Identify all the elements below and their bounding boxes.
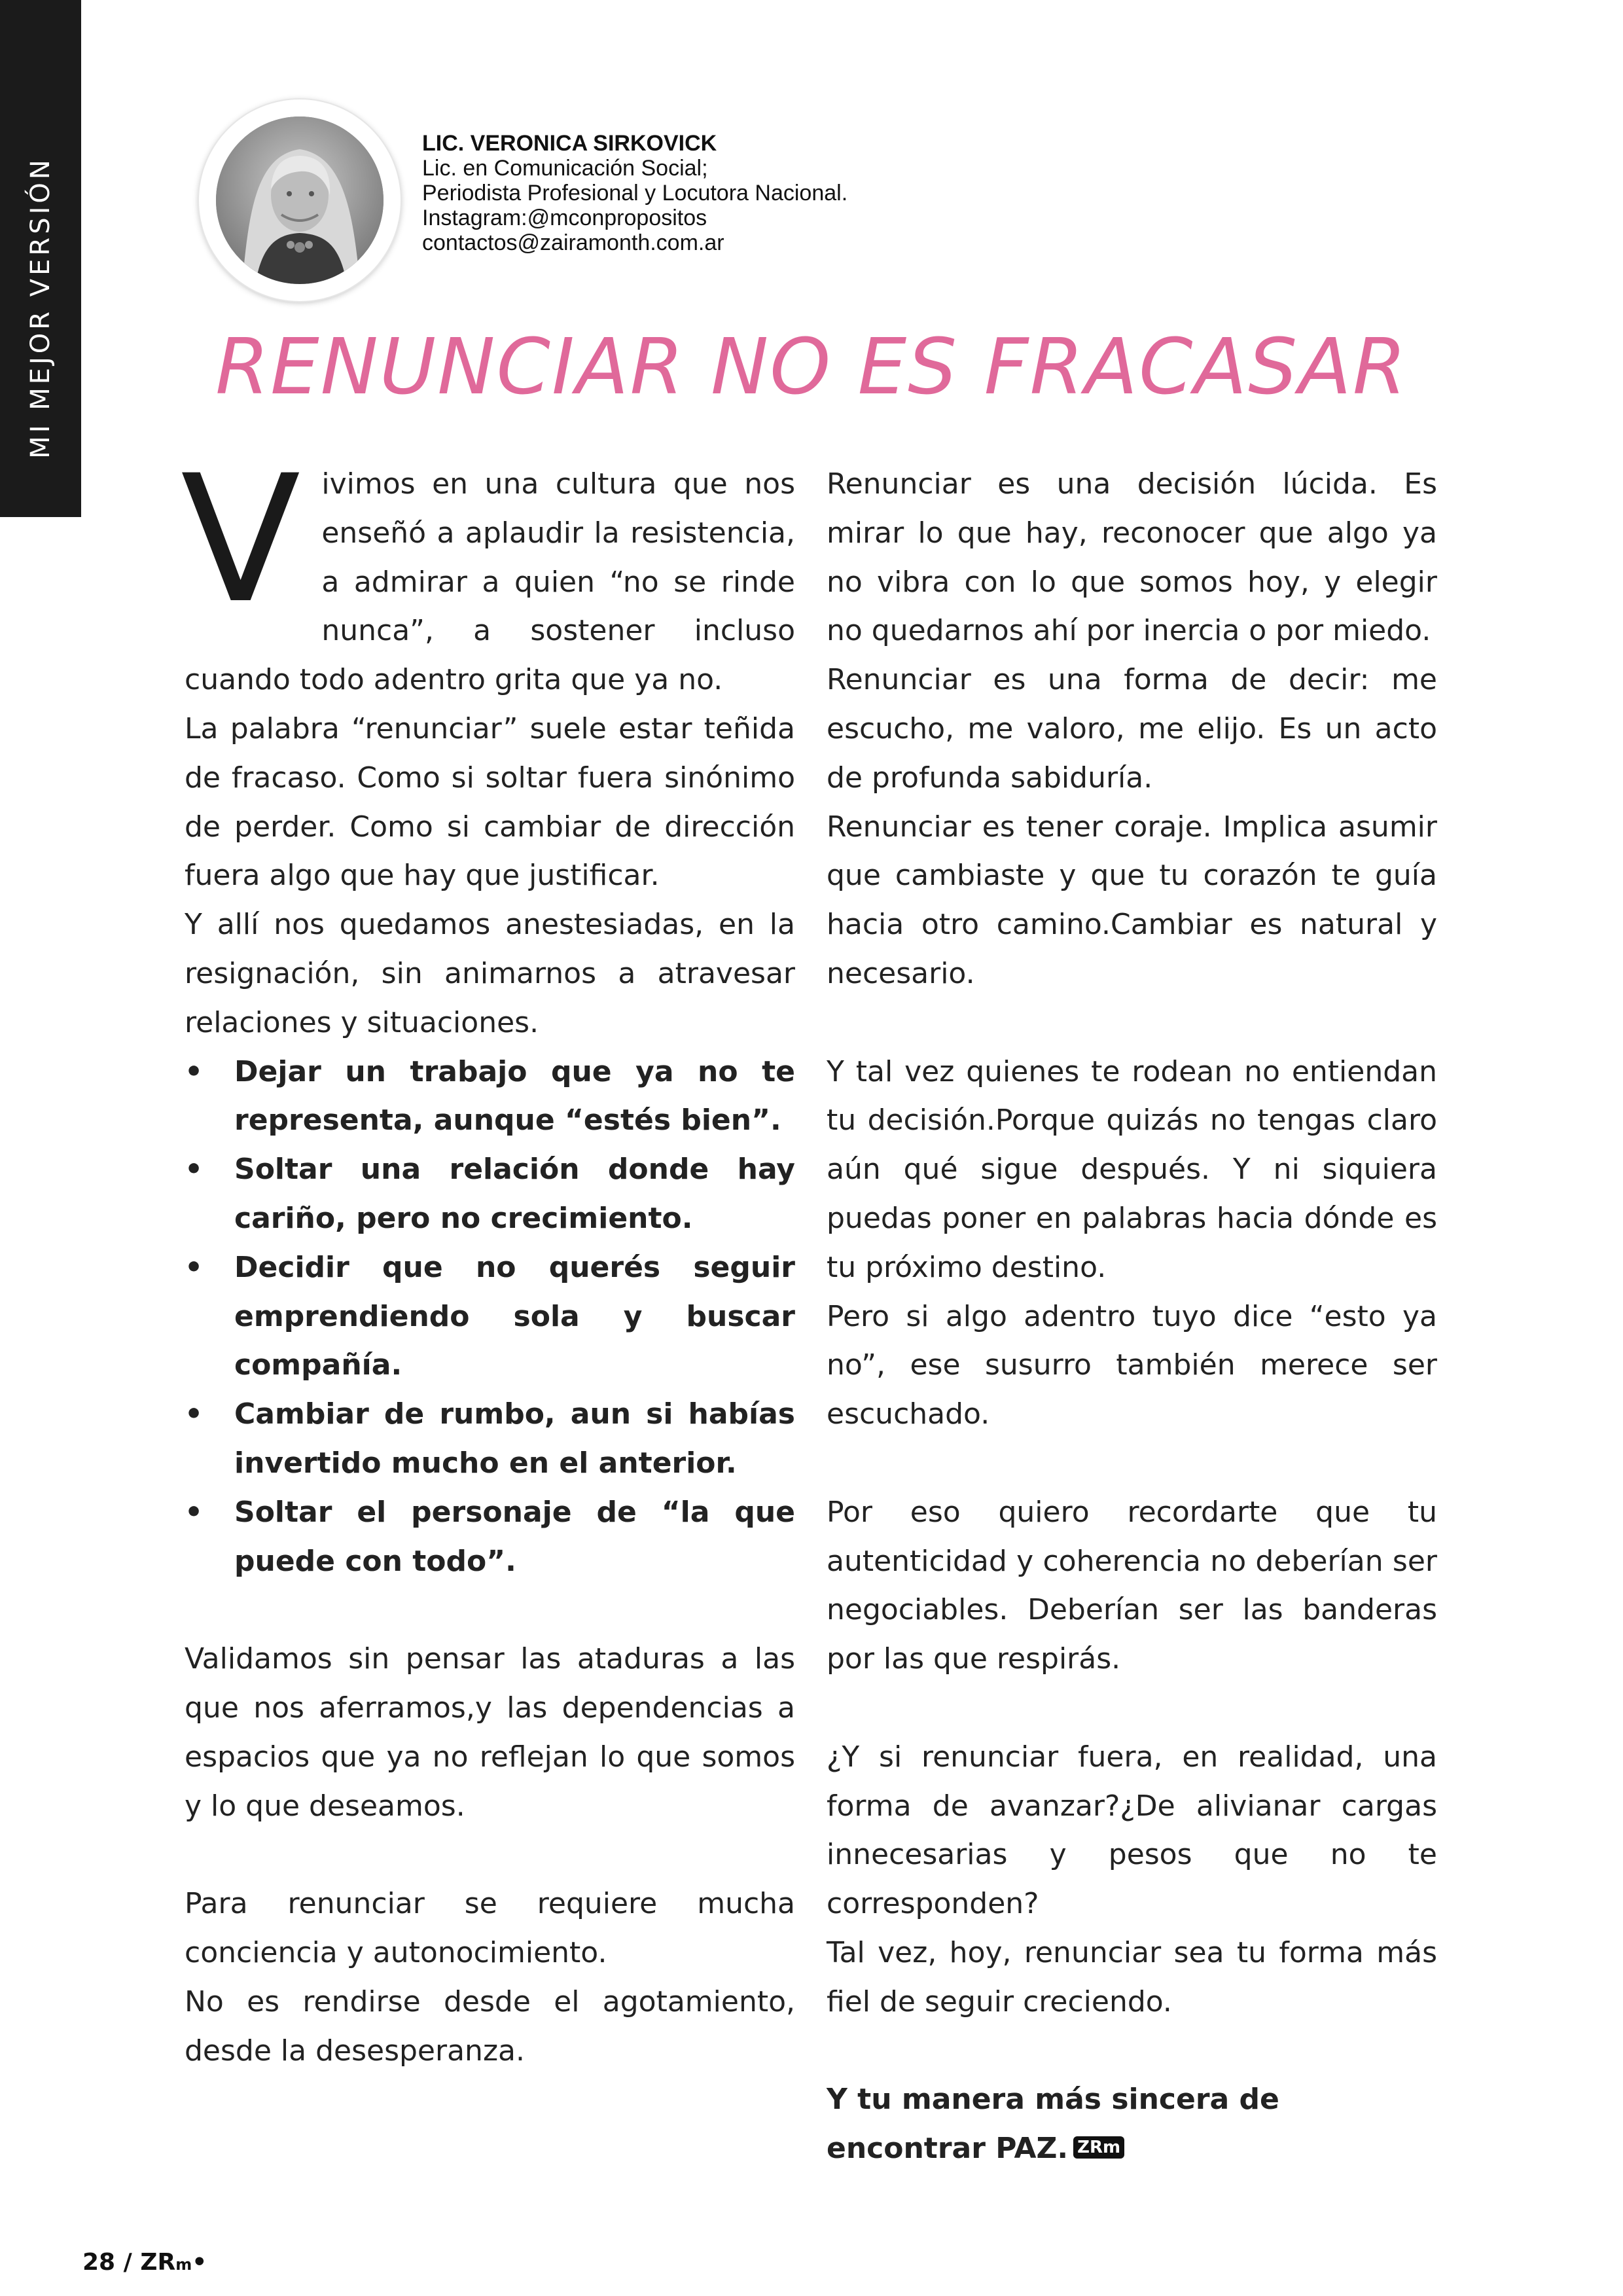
spacer xyxy=(827,1684,1437,1733)
paragraph: Para renunciar se requiere mucha conciencia y autonocimiento. xyxy=(185,1887,795,1969)
author-info xyxy=(422,131,1011,255)
spacer xyxy=(185,1586,795,1635)
paragraph: Pero si algo adentro tuyo dice “esto ya no”, ese susurro también merece ser escuchado. xyxy=(827,1299,1437,1431)
spacer xyxy=(827,999,1437,1048)
paragraph: Renunciar es tener coraje. Implica asumir que cambiaste y que tu corazón te guía hacia otro camino.Cambiar es natural y necesario. xyxy=(827,810,1437,990)
paragraph: Renunciar es una forma de decir: me escucho, me valoro, me elijo. Es un acto de profunda sabiduría. xyxy=(827,663,1437,795)
page-number: 28 xyxy=(82,2249,116,2276)
spacer xyxy=(827,2027,1437,2076)
spacer xyxy=(185,1831,795,1880)
author-instagram: Instagram:@mconpropositos xyxy=(422,206,707,230)
article-title: RENUNCIAR NO ES FRACASAR xyxy=(215,321,1408,412)
author-title-1: Lic. en Comunicación Social; xyxy=(422,156,708,181)
section-sidebar xyxy=(0,0,81,517)
list-item: • Soltar una relación donde hay cariño, pero no crecimiento. xyxy=(185,1145,795,1244)
footer-dot: • xyxy=(192,2249,207,2276)
bullet-list xyxy=(185,1048,795,1587)
paragraph-text: ivimos en una cultura que nos enseñó a aplaudir la resistencia, a admirar a quien “no se rinde nunca”, a sostener incluso cuando todo adentro grita que ya no. xyxy=(185,467,795,697)
article-column-right xyxy=(827,460,1437,2174)
paragraph: ¿Y si renunciar fuera, en realidad, una forma de avanzar?¿De alivianar cargas innecesarias y pesos que no te corresponden? xyxy=(827,1740,1437,1921)
paragraph xyxy=(181,438,795,705)
paragraph: Y tal vez quienes te rodean no entiendan tu decisión.Porque quizás no tengas claro aún qué sigue después. Y ni siquiera puedas poner en palabras hacia dónde es tu próximo destino. xyxy=(827,1054,1437,1284)
closing-text: Y tu manera más sincera de encontrar PAZ. xyxy=(827,2083,1279,2166)
paragraph: Renunciar es una decisión lúcida. Es mirar lo que hay, reconocer que algo ya no vibra con lo que somos hoy, y elegir no quedarnos ahí por inercia o por miedo. xyxy=(827,467,1437,648)
page-footer xyxy=(82,2249,207,2276)
footer-separator: / xyxy=(123,2249,132,2276)
paragraph: Tal vez, hoy, renunciar sea tu forma más fiel de seguir creciendo. xyxy=(827,1935,1437,2018)
closing-paragraph xyxy=(827,2075,1437,2174)
author-title-2: Periodista Profesional y Locutora Nacional. xyxy=(422,181,848,206)
author-email: contactos@zairamonth.com.ar xyxy=(422,230,724,255)
drop-cap: V xyxy=(181,438,301,642)
list-item: • Soltar el personaje de “la que puede con todo”. xyxy=(185,1488,795,1587)
paragraph: La palabra “renunciar” suele estar teñida de fracaso. Como si soltar fuera sinónimo de perder. Como si cambiar de dirección fuera algo que hay que justificar. xyxy=(185,711,795,893)
paragraph: No es rendirse desde el agotamiento, desde la desesperanza. xyxy=(185,1984,795,2068)
section-label: MI MEJOR VERSIÓN xyxy=(26,156,56,459)
list-item: • Dejar un trabajo que ya no te representa, aunque “estés bien”. xyxy=(185,1048,795,1146)
article-column-left xyxy=(181,438,795,2075)
spacer xyxy=(827,1439,1437,1488)
list-item: • Decidir que no querés seguir emprendiendo sola y buscar compañía. xyxy=(185,1244,795,1390)
author-name: LIC. VERONICA SIRKOVICK xyxy=(422,131,717,156)
paragraph: Validamos sin pensar las ataduras a las que nos aferramos,y las dependencias a espacios que ya no reflejan lo que somos y lo que deseamos. xyxy=(185,1642,795,1823)
author-photo xyxy=(216,117,383,284)
zrm-end-logo: ZRm xyxy=(1073,2136,1124,2159)
footer-brand-suffix: m xyxy=(175,2255,192,2274)
footer-brand: ZR xyxy=(140,2249,176,2276)
list-item: • Cambiar de rumbo, aun si habías invertido mucho en el anterior. xyxy=(185,1390,795,1488)
paragraph: Y allí nos quedamos anestesiadas, en la resignación, sin animarnos a atravesar relaciones y situaciones. xyxy=(185,908,795,1039)
paragraph: Por eso quiero recordarte que tu autenticidad y coherencia no deberían ser negociables. Deberían ser las banderas por las que respirás. xyxy=(827,1495,1437,1676)
